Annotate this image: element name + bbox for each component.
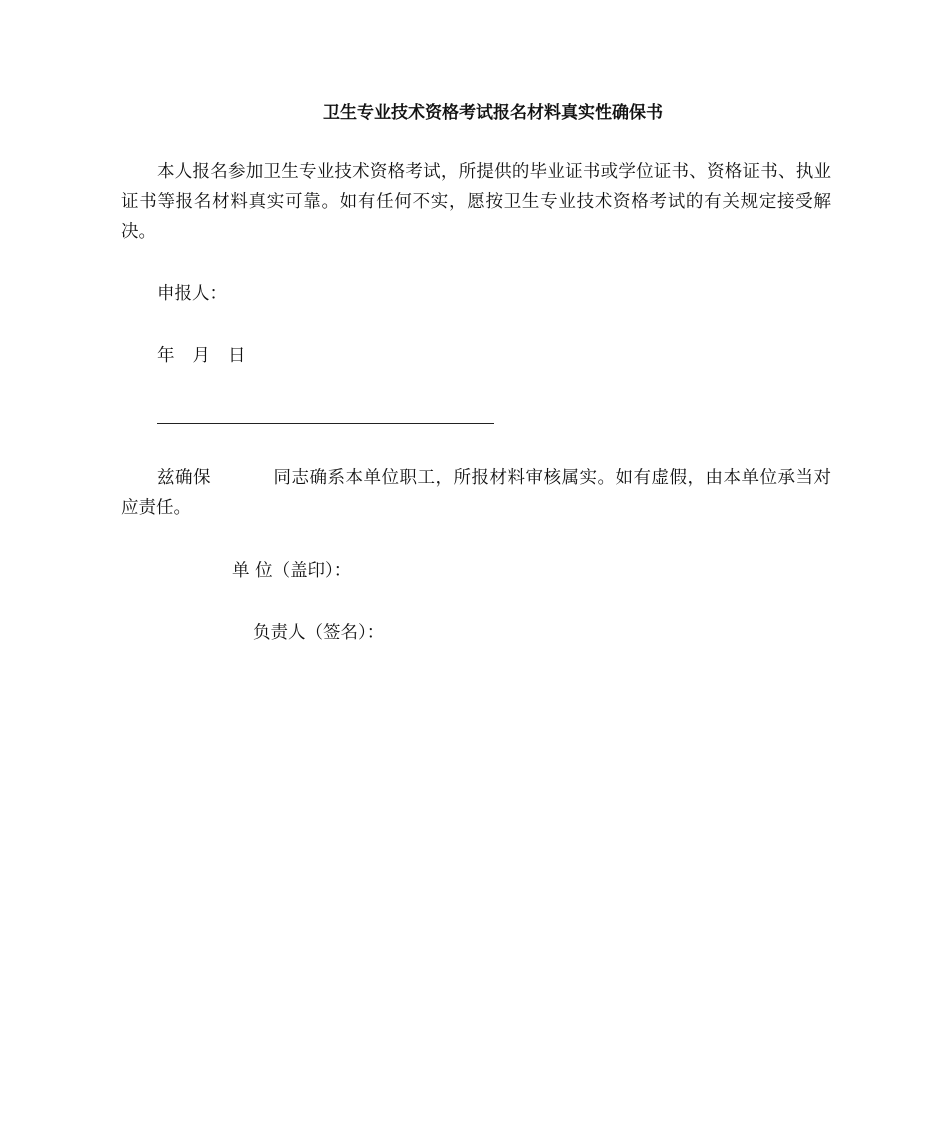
- document-title: 卫生专业技术资格考试报名材料真实性确保书: [323, 103, 663, 123]
- date-year: 年: [157, 346, 175, 366]
- confirmation-rest: 同志确系本单位职工，所报材料审核属实。如有虚假，由本单位承当对应责任。: [121, 468, 831, 518]
- date-line: [157, 342, 264, 367]
- confirmation-start: 兹确保: [157, 468, 211, 488]
- unit-seal-label: 单 位（盖印）：: [232, 561, 352, 581]
- applicant-declaration-paragraph: 本人报名参加卫生专业技术资格考试，所提供的毕业证书或学位证书、资格证书、执业证书等报名材料真实可靠。如有任何不实，愿按卫生专业技术资格考试的有关规定接受解决。: [121, 162, 831, 242]
- applicant-label: 申报人：: [157, 284, 227, 304]
- leader-signature-label: 负责人（签名）：: [253, 623, 385, 643]
- date-month: 月: [192, 346, 210, 366]
- date-day: 日: [228, 346, 246, 366]
- unit-confirmation-paragraph: [121, 463, 831, 523]
- separator-line: [157, 423, 494, 424]
